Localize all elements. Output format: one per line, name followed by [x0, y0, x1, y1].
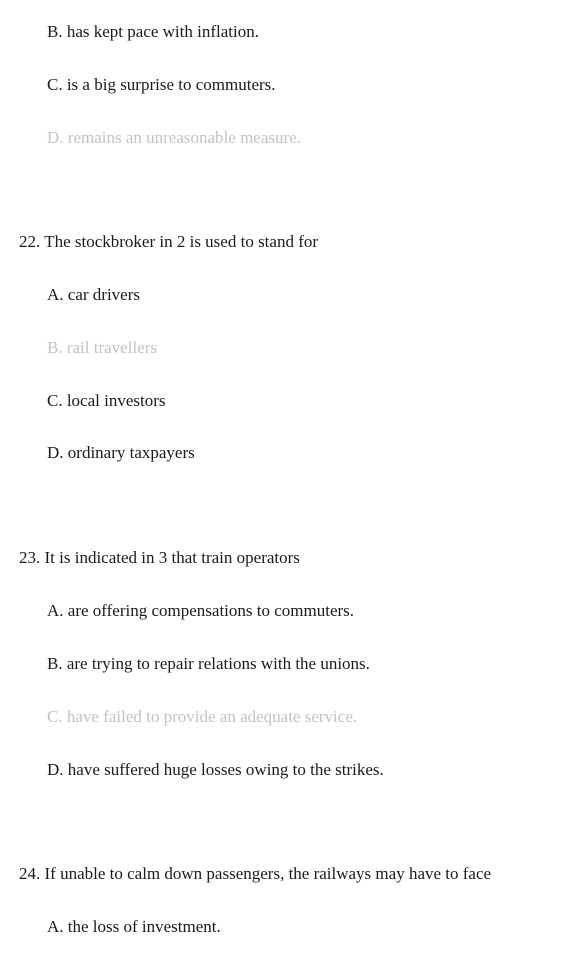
- q22-option-c: C. local investors: [47, 391, 166, 410]
- q21-option-b: B. has kept pace with inflation.: [47, 22, 259, 41]
- q23-question: 23. It is indicated in 3 that train operators: [19, 548, 300, 567]
- q24-option-a: A. the loss of investment.: [47, 917, 221, 936]
- q21-option-d: D. remains an unreasonable measure.: [47, 128, 301, 147]
- q23-option-d: D. have suffered huge losses owing to the strikes.: [47, 760, 384, 779]
- q24-question: 24. If unable to calm down passengers, the railways may have to face: [19, 864, 492, 883]
- q22-option-b: B. rail travellers: [47, 338, 157, 357]
- q21-option-c: C. is a big surprise to commuters.: [47, 75, 276, 94]
- q22-option-a: A. car drivers: [47, 285, 140, 304]
- q22-question: 22. The stockbroker in 2 is used to stand for: [19, 232, 319, 251]
- q23-option-b: B. are trying to repair relations with the unions.: [47, 654, 370, 673]
- q22-option-d: D. ordinary taxpayers: [47, 443, 195, 462]
- q23-option-a: A. are offering compensations to commuters.: [47, 601, 355, 620]
- q23-option-c: C. have failed to provide an adequate service.: [47, 707, 358, 726]
